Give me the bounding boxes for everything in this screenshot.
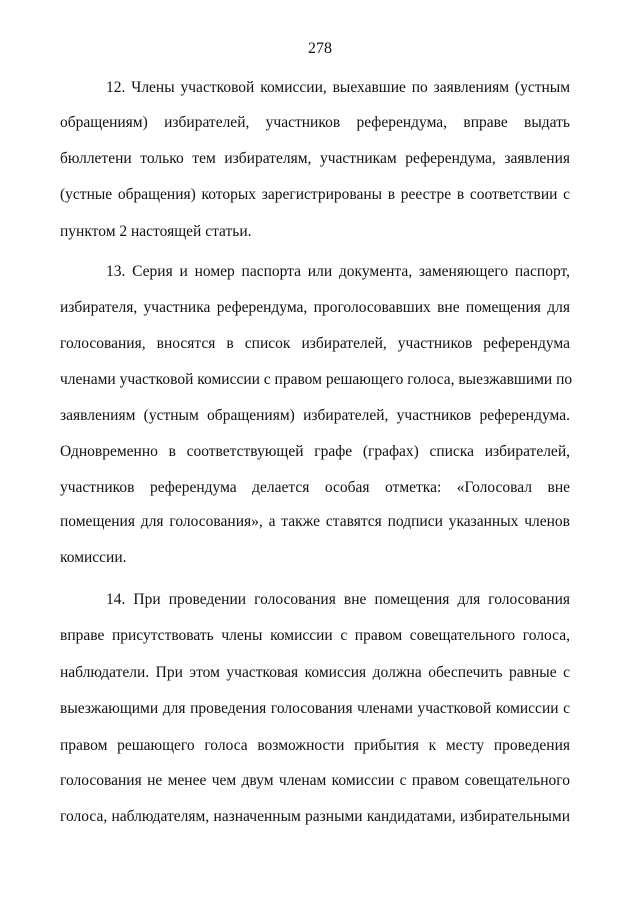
paragraph-12-line-5: пунктом 2 настоящей статьи. xyxy=(60,223,252,240)
paragraph-14-line-2: вправе присутствовать члены комиссии с правом совещательного голоса, xyxy=(60,627,570,644)
paragraph-14-line-3: наблюдатели. При этом участковая комиссия должна обеспечить равные с xyxy=(60,664,570,681)
paragraph-14-line-6: голосования не менее чем двум членам комиссии с правом совещательного xyxy=(60,772,570,789)
paragraph-13-line-4: членами участковой комиссии с правом решающего голоса, выезжавшими по xyxy=(60,371,573,388)
paragraph-12-line-4: (устные обращения) которых зарегистрированы в реестре в соответствии с xyxy=(60,186,570,203)
paragraph-13-line-8: помещения для голосования», а также ставятся подписи указанных членов xyxy=(60,513,570,530)
paragraph-12-line-3: бюллетени только тем избирателям, участникам референдума, заявления xyxy=(60,150,570,167)
paragraph-13-line-9: комиссии. xyxy=(60,549,127,566)
paragraph-13-line-7: участников референдума делается особая отметка: «Голосовал вне xyxy=(60,479,570,496)
paragraph-13-line-2: избирателя, участника референдума, проголосовавших вне помещения для xyxy=(60,299,570,316)
paragraph-14-line-7: голоса, наблюдателям, назначенным разными кандидатами, избирательными xyxy=(60,808,570,825)
paragraph-14-line-1: 14. При проведении голосования вне помещения для голосования xyxy=(106,591,570,608)
paragraph-13-line-3: голосования, вносятся в список избирателей, участников референдума xyxy=(60,335,570,352)
page-number: 278 xyxy=(308,40,332,57)
paragraph-13-line-5: заявлениям (устным обращениям) избирателей, участников референдума. xyxy=(60,407,570,424)
paragraph-12-line-2: обращениям) избирателей, участников референдума, вправе выдать xyxy=(60,114,570,131)
paragraph-12-line-1: 12. Члены участковой комиссии, выехавшие по заявлениям (устным xyxy=(106,79,570,96)
paragraph-13-line-6: Одновременно в соответствующей графе (графах) списка избирателей, xyxy=(60,443,570,460)
paragraph-13-line-1: 13. Серия и номер паспорта или документа, заменяющего паспорт, xyxy=(106,263,570,280)
paragraph-14-line-5: правом решающего голоса возможности прибытия к месту проведения xyxy=(60,737,570,754)
paragraph-14-line-4: выезжающими для проведения голосования членами участковой комиссии с xyxy=(60,700,570,717)
